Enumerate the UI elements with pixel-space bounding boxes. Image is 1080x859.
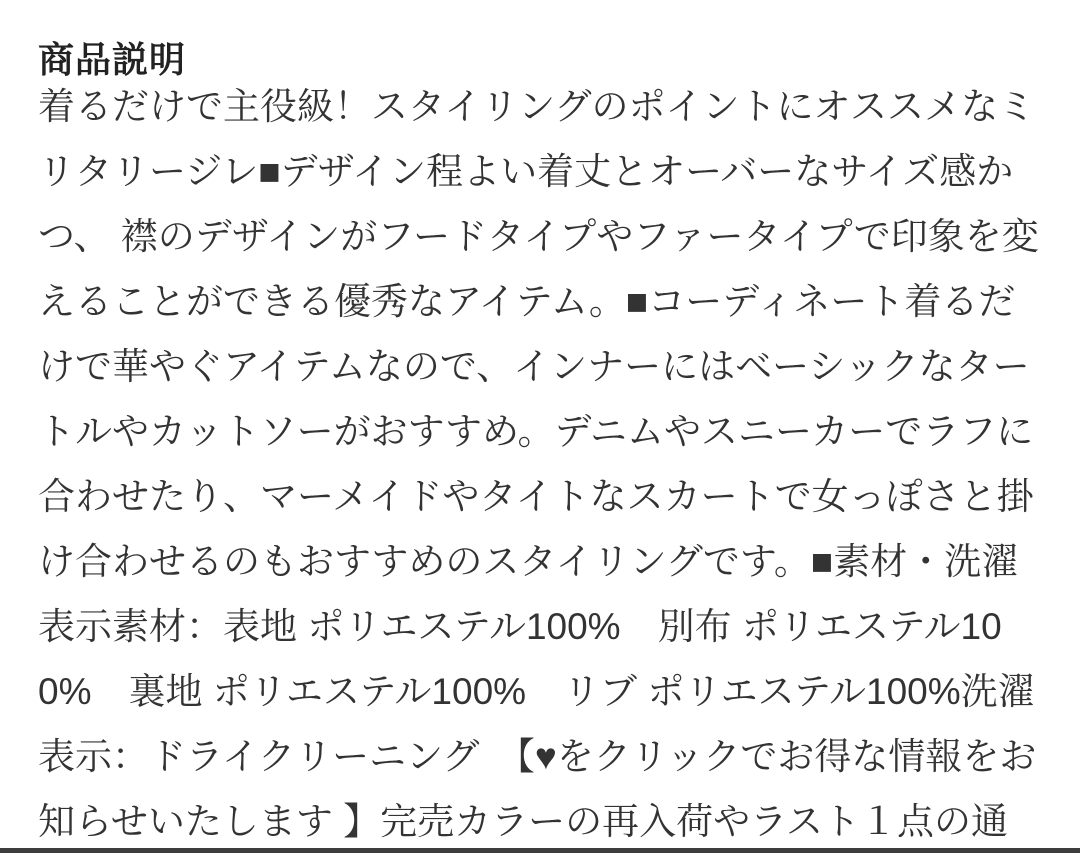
product-description-title: 商品説明 bbox=[38, 38, 187, 80]
section-divider bbox=[0, 848, 1080, 853]
product-description-text: 着るだけで主役級！スタイリングのポイントにオススメなミリタリージレ■デザイン程よい着丈とオーバーなサイズ感かつ、 襟のデザインがフードタイプやファータイプで印象を変えることができる優秀なアイテム。■コーディネート着るだけで華やぐアイテムなので、インナーにはベーシックなタートルやカットソーがおすすめ。デニムやスニーカーでラフに合わせたり、マーメイドやタイトなスカートで女っぽさと掛け合わせるのもおすすめのスタイリングです。■素材・洗濯表示素材：表地 ポリエステル100% 別布 ポリエステル100% 裏地 ポリエステル100% リブ ポリエステル100%洗濯表示：ドライクリーニング 【♥をクリックでお得な情報をお知らせいたします 】完売カラーの再入荷やラスト１点の通 bbox=[38, 86, 1039, 842]
